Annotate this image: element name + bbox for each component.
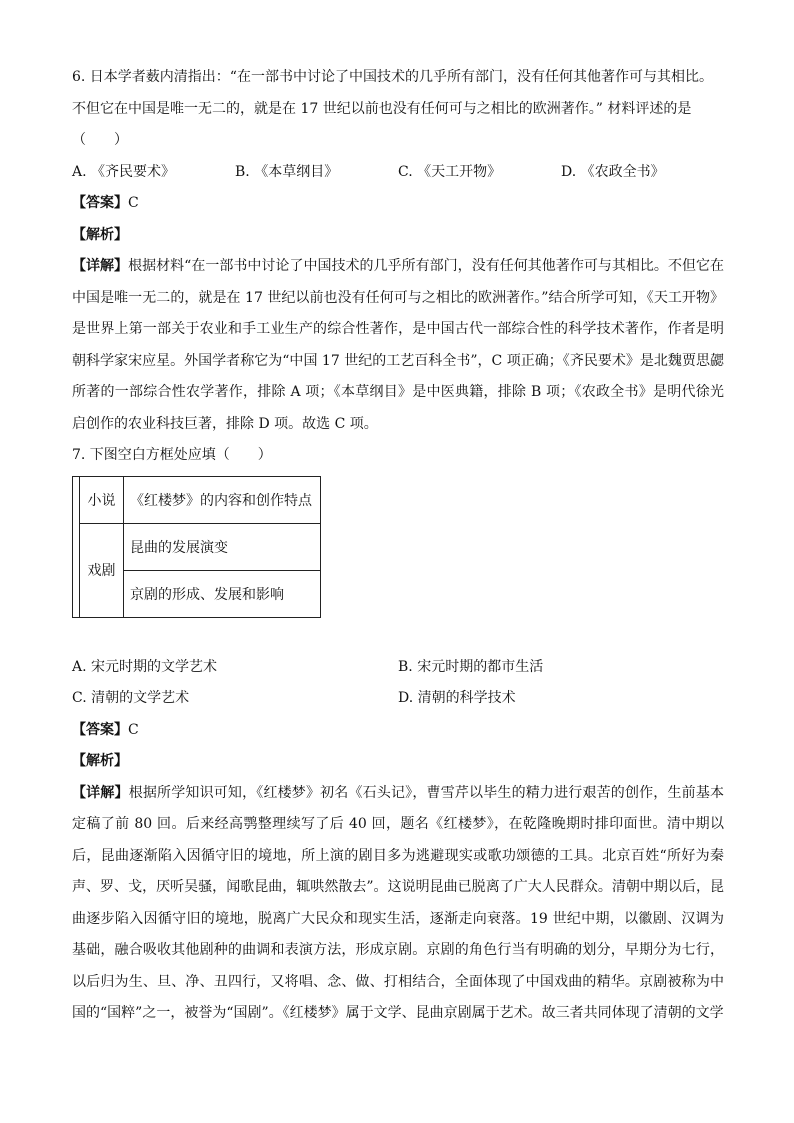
q7-options-row2 [72, 683, 724, 715]
diagram-category-drama: 戏剧 [80, 523, 124, 617]
q7-analysis-heading [72, 746, 724, 778]
q6-answer [72, 188, 724, 220]
q6-option-a: A. 《齐民要术》 [72, 163, 176, 180]
q7-option-d: D. 清朝的科学技术 [398, 690, 516, 706]
q7-stem: 7. 下图空白方框处应填（ ） [72, 447, 272, 463]
q6-stem-line3: （ ） [72, 132, 128, 148]
q7-diagram [72, 476, 321, 618]
diagram-item-kunqu: 昆曲的发展演变 [124, 523, 321, 570]
q7-detail [72, 778, 724, 1030]
q6-analysis-label: 【解析】 [72, 226, 128, 243]
q7-option-c: C. 清朝的文学艺术 [72, 690, 190, 706]
q6-option-b: B. 《本草纲目》 [235, 163, 339, 180]
q6-stem-line1: 6. 日本学者薮内清指出：“在一部书中讨论了中国技术的几乎所有部门，没有任何其他著作可与其相比。 [72, 69, 713, 85]
q6-detail-text: 根据材料“在一部书中讨论了中国技术的几乎所有部门，没有任何其他著作可与其相比。不但它在中国是唯一无二的，就是在 17 世纪以前也没有任何可与之相比的欧洲著作。”结合所学可知，《天工开物》是世界上第一部关于农业和手工业生产的综合性著作，是中国古代一部综合性的科学技术著作，作者是明朝科学家宋应星。外国学者称它为“中国 17 世纪的工艺百科全书”，C 项正确；《齐民要术》是北魏贾思勰所著的一部综合性农学著作，排除 A 项；《本草纲目》是中医典籍，排除 B 项；《农政全书》是明代徐光启创作的农业科技巨著，排除 D 项。故选 C 项。 [72, 258, 725, 432]
q7-answer-label: 【答案】 [72, 721, 128, 738]
q6-option-c: C. 《天工开物》 [398, 163, 502, 180]
q7-answer-value: C [128, 721, 139, 738]
q7-detail-label: 【详解】 [72, 784, 129, 801]
q7-option-b: B. 宋元时期的都市生活 [398, 658, 544, 675]
q7-option-a: A. 宋元时期的文学艺术 [72, 658, 218, 675]
q6-options [72, 157, 724, 189]
q6-analysis-heading [72, 220, 724, 252]
diagram-blank-box [73, 476, 80, 617]
document-page [72, 62, 724, 1030]
diagram-item-hongloumeng: 《红楼梦》的内容和创作特点 [124, 476, 321, 523]
diagram-item-jingju: 京剧的形成、发展和影响 [124, 570, 321, 617]
q6-detail [72, 251, 724, 440]
q7-answer [72, 715, 724, 747]
q6-detail-label: 【详解】 [72, 258, 129, 274]
q6-stem-line2: 不但它在中国是唯一无二的，就是在 17 世纪以前也没有任何可与之相比的欧洲著作。” 材料评述的是 [72, 100, 692, 117]
q6-option-d: D. 《农政全书》 [561, 163, 665, 180]
diagram-category-novel: 小说 [80, 476, 124, 523]
q6-answer-value: C [128, 195, 139, 211]
q7-detail-text: 根据所学知识可知，《红楼梦》初名《石头记》，曹雪芹以毕生的精力进行艰苦的创作，生前基本定稿了前 80 回。后来经高鹗整理续写了后 40 回，题名《红楼梦》，在乾隆晚期时排印面世。清中期以后，昆曲逐渐陷入因循守旧的境地，所上演的剧目多为逃避现实或歌功颂德的工具。北京百姓“所好为秦声、罗、戈，厌听吴骚，闻歌昆曲，辄哄然散去”。这说明昆曲已脱离了广大人民群众。清朝中期以后，昆曲逐步陷入因循守旧的境地，脱离广大民众和现实生活，逐渐走向衰落。19 世纪中期，以徽剧、汉调为基础，融合吸收其他剧种的曲调和表演方法，形成京剧。京剧的角色行当有明确的划分，早期分为七行，以后归为生、旦、净、丑四行，又将唱、念、做、打相结合，全面体现了中国戏曲的精华。京剧被称为中国的“国粹”之一，被誉为“国剧”。《红楼梦》属于文学、昆曲京剧属于艺术。故三者共同体现了清朝的文学 [72, 784, 725, 1021]
q7-analysis-label: 【解析】 [72, 753, 128, 769]
q6-answer-label: 【答案】 [72, 195, 128, 211]
q7-options-row1 [72, 652, 724, 684]
